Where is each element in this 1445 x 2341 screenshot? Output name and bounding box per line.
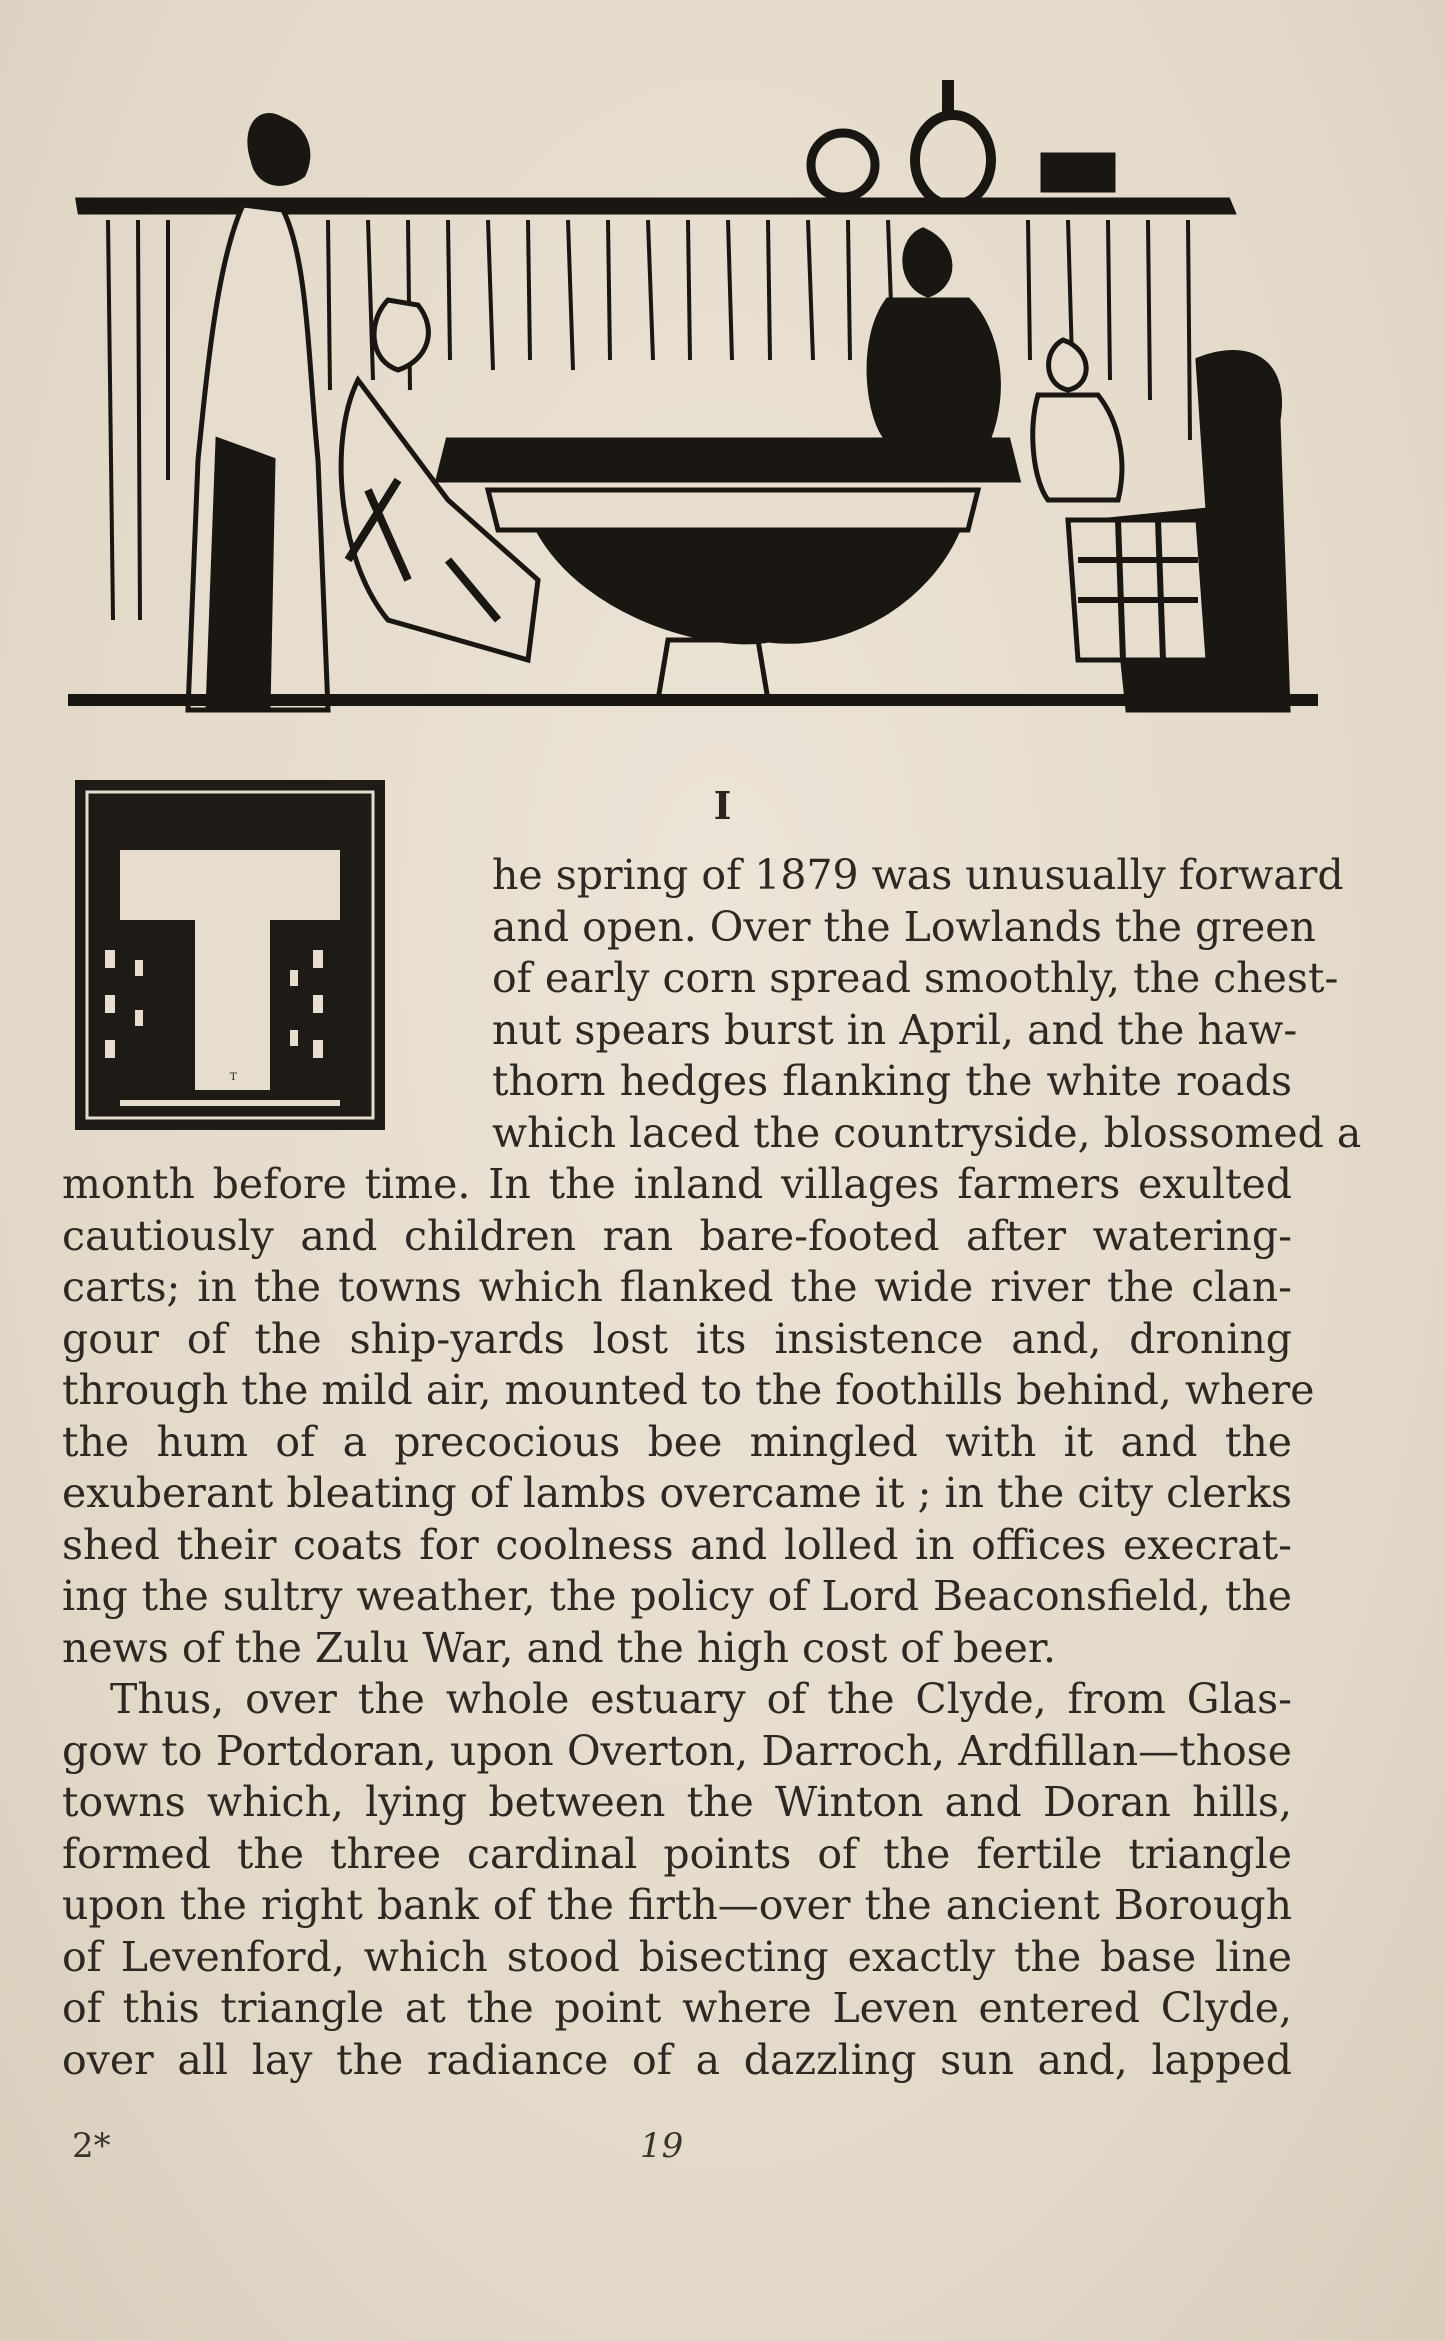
text-line: thorn hedges flanking the white roads (492, 1057, 1292, 1105)
text-line: Thus, over the whole estuary of the Clyde, from Glas- (110, 1675, 1292, 1723)
text-line: over all lay the radiance of a dazzling sun and, lapped (62, 2035, 1292, 2084)
text-line: news of the Zulu War, and the high cost of beer. (62, 1623, 1057, 1672)
paragraph-2 (62, 1674, 1292, 2086)
text-line: and open. Over the Lowlands the green (492, 902, 1316, 951)
text-line: the hum of a precocious bee mingled with it and the (62, 1417, 1292, 1466)
chapter-number: I (713, 783, 732, 828)
text-line: he spring of 1879 was unusually forward (492, 851, 1344, 899)
text-line: of early corn spread smoothly, the chest- (492, 954, 1339, 1002)
text-line: nut spears burst in April, and the haw- (492, 1005, 1298, 1054)
text-line: ing the sultry weather, the policy of Lord Beaconsfield, the (62, 1572, 1292, 1620)
text-line: through the mild air, mounted to the foothills behind, where (62, 1366, 1315, 1414)
text-line: month before time. In the inland villages farmers exulted (62, 1160, 1292, 1208)
family-dinner-illustration (68, 60, 1328, 755)
text-line: towns which, lying between the Winton and Doran hills, (62, 1778, 1292, 1826)
text-line: upon the right bank of the firth—over the ancient Borough (62, 1881, 1292, 1929)
text-line: shed their coats for coolness and lolled in offices execrat- (62, 1520, 1292, 1569)
text-line: of Levenford, which stood bisecting exactly the base line (62, 1932, 1292, 1981)
drop-cap-letter: T (230, 1072, 237, 1083)
text-line: formed the three cardinal points of the fertile triangle (62, 1829, 1292, 1878)
text-line: which laced the countryside, blossomed a (492, 1108, 1362, 1157)
text-line: cautiously and children ran bare-footed after watering- (62, 1211, 1292, 1260)
page-number: 19 (640, 2126, 684, 2166)
text-line: carts; in the towns which flanked the wide river the clan- (62, 1263, 1292, 1311)
text-line: gow to Portdoran, upon Overton, Darroch, Ardfillan—those (62, 1726, 1292, 1775)
text-line: exuberant bleating of lambs overcame it ; in the city clerks (62, 1469, 1292, 1517)
text-line: of this triangle at the point where Leven entered Clyde, (62, 1984, 1292, 2032)
paragraph-1 (62, 850, 1362, 1674)
text-line: gour of the ship-yards lost its insistence and, droning (62, 1314, 1292, 1363)
signature-mark: 2* (72, 2126, 111, 2166)
